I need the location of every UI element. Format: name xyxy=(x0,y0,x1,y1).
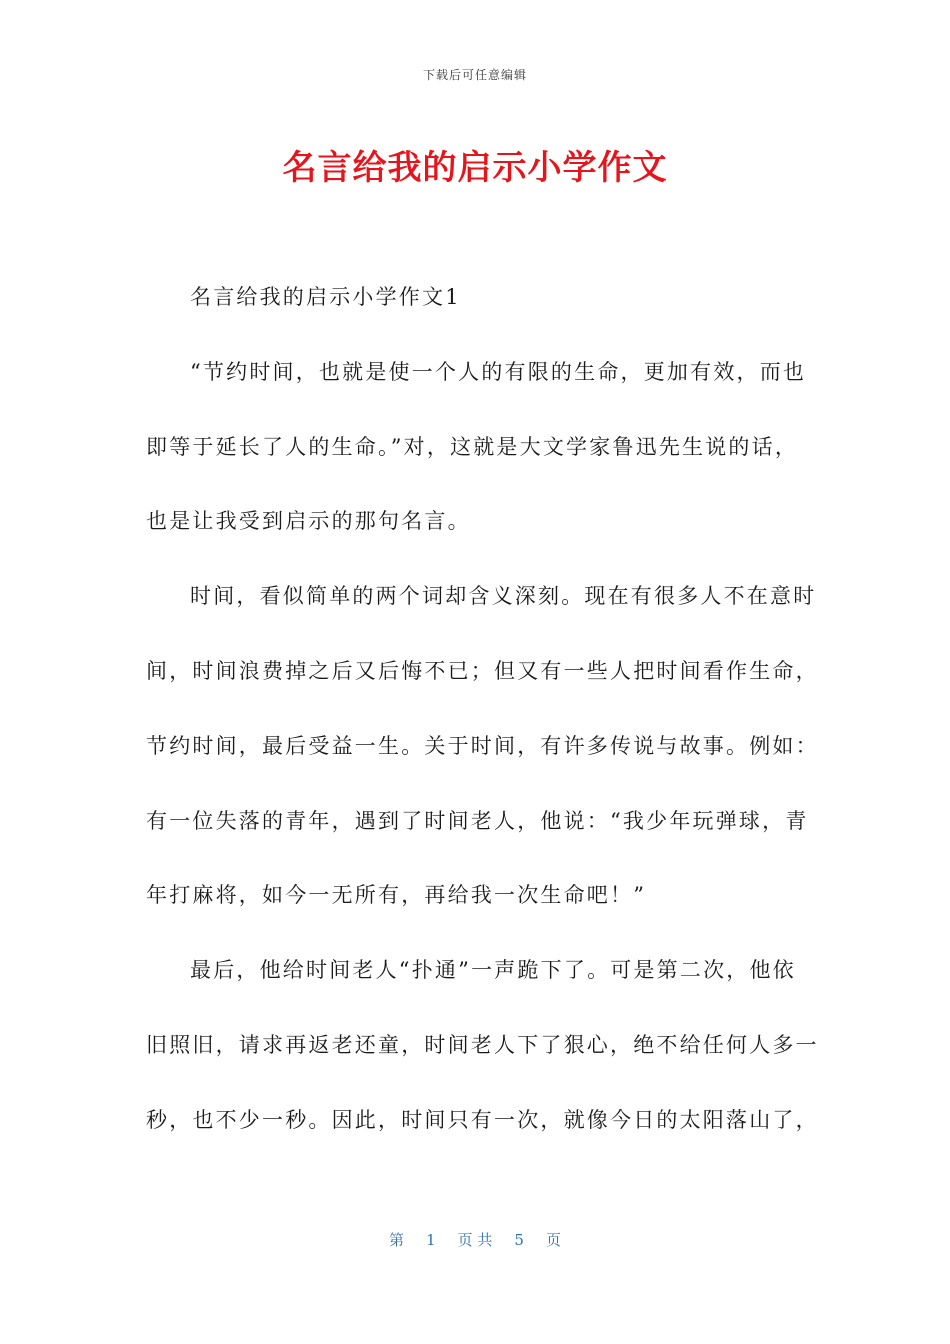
page-footer xyxy=(0,1229,950,1250)
paragraph-line: 秒，也不少一秒。因此，时间只有一次，就像今日的太阳落山了， xyxy=(146,1107,819,1132)
footer-total-pages: 5 xyxy=(514,1231,524,1249)
footer-middle: 页 共 xyxy=(457,1231,493,1249)
paragraph-line: 即等于延长了人的生命。”对，这就是大文学家鲁迅先生说的话， xyxy=(146,434,799,459)
footer-current-page: 1 xyxy=(426,1231,436,1249)
paragraph-line: 最后，他给时间老人“扑通”一声跪下了。可是第二次，他依 xyxy=(190,958,796,983)
footer-suffix: 页 xyxy=(545,1231,561,1249)
paragraph-line: 间，时间浪费掉之后又后悔不已；但又有一些人把时间看作生命， xyxy=(146,658,819,683)
footer-prefix: 第 xyxy=(389,1231,405,1249)
paragraph-line: 年打麻将，如今一无所有，再给我一次生命吧！” xyxy=(146,883,647,908)
paragraph-line: 节约时间，最后受益一生。关于时间，有许多传说与故事。例如： xyxy=(146,733,819,758)
paragraph-line: 有一位失落的青年，遇到了时间老人，他说：“我少年玩弹球，青 xyxy=(146,808,809,833)
paragraph-line: 也是让我受到启示的那句名言。 xyxy=(146,509,471,534)
paragraph-line: 旧照旧，请求再返老还童，时间老人下了狠心，绝不给任何人多一 xyxy=(146,1032,819,1057)
document-body xyxy=(146,277,819,1175)
section-heading: 名言给我的启示小学作文1 xyxy=(190,285,461,309)
paragraph-line: 时间，看似简单的两个词却含义深刻。现在有很多人不在意时 xyxy=(190,584,817,609)
paragraph-line: “节约时间，也就是使一个人的有限的生命，更加有效，而也 xyxy=(190,359,807,384)
document-title: 名言给我的启示小学作文 xyxy=(282,148,668,188)
page-header-note: 下载后可任意编辑 xyxy=(422,68,527,82)
